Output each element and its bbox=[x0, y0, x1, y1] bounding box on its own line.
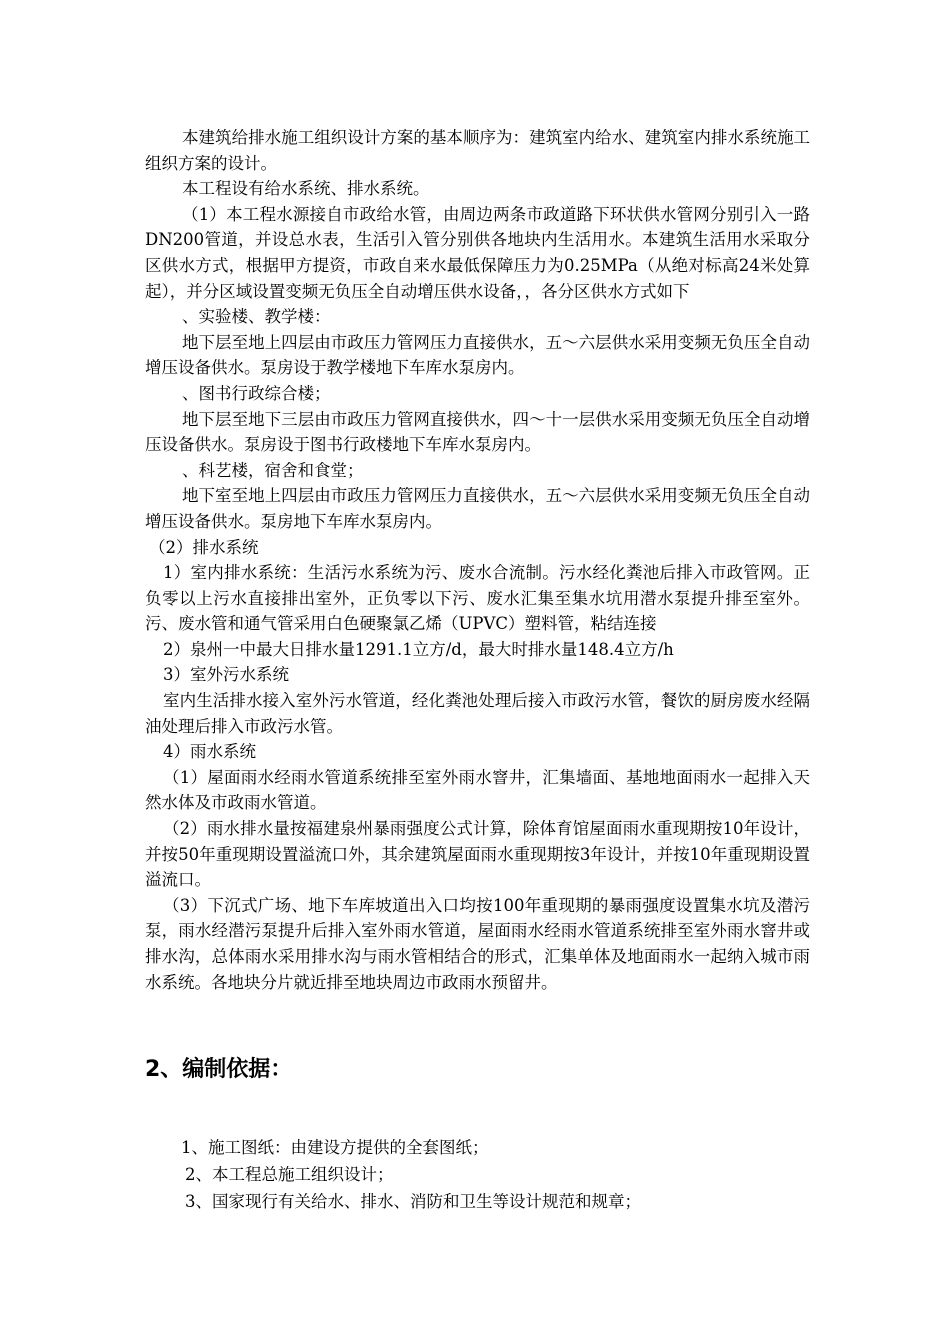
outdoor-sewage-title: 3）室外污水系统 bbox=[163, 665, 289, 685]
zone-description: 地下层至地下三层由市政压力管网直接供水，四～十一层供水采用变频无负压全自动增压设备供水。泵房设于图书行政楼地下车库水泵房内。 bbox=[145, 409, 810, 455]
zone-title: 、图书行政综合楼； bbox=[182, 383, 331, 403]
drainage-title: （2）排水系统 bbox=[149, 537, 259, 557]
zone-description: 地下层至地上四层由市政压力管网压力直接供水，五～六层供水采用变频无负压全自动增压设备供水。泵房设于教学楼地下车库水泵房内。 bbox=[145, 332, 810, 378]
basis-item: 2、本工程总施工组织设计； bbox=[185, 1165, 394, 1184]
zone-description: 地下室至地上四层由市政压力管网压力直接供水，五～六层供水采用变频无负压全自动增压设备供水。泵房地下车库水泵房内。 bbox=[145, 486, 810, 531]
basis-item: 3、国家现行有关给水、排水、消防和卫生等设计规范和规章； bbox=[185, 1192, 641, 1211]
outdoor-sewage-paragraph: 室内生活排水接入室外污水管道，经化粪池处理后接入市政污水管，餐饮的厨房废水经隔油处理后排入市政污水管。 bbox=[145, 691, 810, 736]
rainwater-item-3: （3）下沉式广场、地下车库坡道出入口均按100年重现期的暴雨强度设置集水坑及潜污泵，雨水经潜污泵提升后排入室外雨水管道，屋面雨水经雨水管道系统排至室外雨水窨井或排水沟，总体雨水采用排水沟与雨水管相结合的形式，汇集单体及地面雨水一起纳入城市雨水系统。各地块分片就近排至地块周边市政雨水预留井。 bbox=[145, 895, 810, 992]
water-supply-paragraph: （1）本工程水源接自市政给水管，由周边两条市政道路下环状供水管网分别引入一路DN200管道，并设总水表，生活引入管分别供各地块内生活用水。本建筑生活用水采取分区供水方式，根据甲方提资，市政自来水最低保障压力为0.25MPa（从绝对标高24米处算起），并分区域设置变频无负压全自动增压供水设备，，各分区供水方式如下 bbox=[145, 204, 810, 301]
drainage-volume-paragraph: 2）泉州一中最大日排水量1291.1立方/d，最大时排水量148.4立方/h bbox=[163, 639, 674, 659]
basis-list bbox=[145, 1134, 810, 1215]
drainage-indoor-paragraph: 1）室内排水系统：生活污水系统为污、废水合流制。污水经化粪池后排入市政管网。正负零以上污水直接排出室外，正负零以下污、废水汇集至集水坑用潜水泵提升排至室外。污、废水管和通气管采用白色硬聚氯乙烯（UPVC）塑料管，粘结连接 bbox=[145, 563, 810, 634]
rainwater-title: 4）雨水系统 bbox=[163, 742, 256, 762]
rainwater-item-1: （1）屋面雨水经雨水管道系统排至室外雨水窨井，汇集墙面、基地地面雨水一起排入天然水体及市政雨水管道。 bbox=[145, 767, 810, 813]
intro-order-paragraph: 本建筑给排水施工组织设计方案的基本顺序为：建筑室内给水、建筑室内排水系统施工组织方案的设计。 bbox=[145, 128, 810, 173]
zone-title: 、科艺楼，宿舍和食堂； bbox=[182, 460, 364, 480]
zone-title: 、实验楼、教学楼： bbox=[182, 307, 331, 327]
section-heading: 2、编制依据： bbox=[145, 1057, 293, 1082]
document-body bbox=[145, 125, 810, 995]
basis-item: 1、施工图纸：由建设方提供的全套图纸； bbox=[181, 1138, 489, 1157]
rainwater-item-2: （2）雨水排水量按福建泉州暴雨强度公式计算，除体育馆屋面雨水重现期按10年设计，并按50年重现期设置溢流口外，其余建筑屋面雨水重现期按3年设计，并按10年重现期设置溢流口。 bbox=[145, 819, 810, 890]
intro-systems-paragraph: 本工程设有给水系统、排水系统。 bbox=[182, 179, 430, 199]
